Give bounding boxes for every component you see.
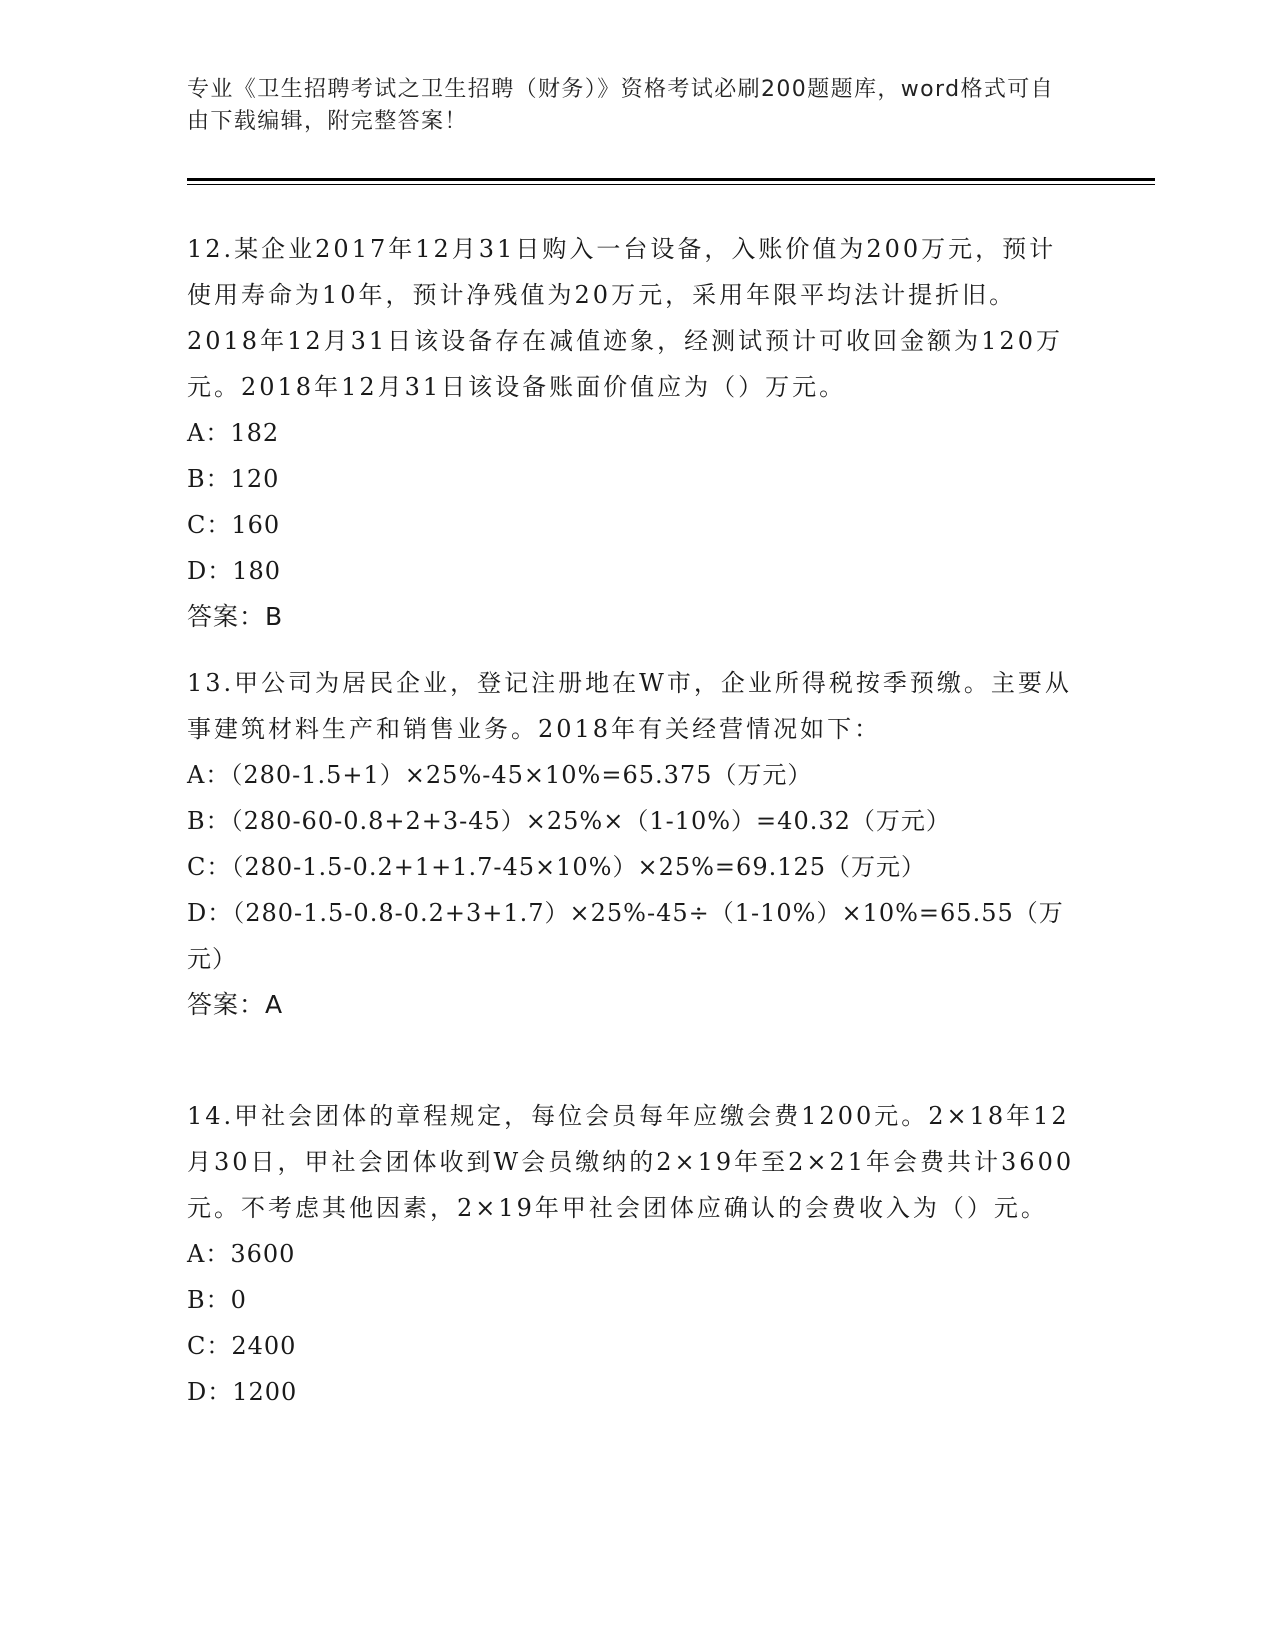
option-a: A：（280-1.5+1）×25%-45×10%=65.375（万元） <box>187 761 813 789</box>
question-stem: 14.甲社会团体的章程规定，每位会员每年应缴会费1200元。2×18年12月30日，甲社会团体收到W会员缴纳的2×19年至2×21年会费共计3600元。不考虑其他因素，2×19年甲社会团体应确认的会费收入为（）元。 <box>187 1102 1075 1222</box>
option-d: D：（280-1.5-0.8-0.2+3+1.7）×25%-45÷（1-10%）×10%=65.55（万元） <box>187 899 1064 973</box>
question-14 <box>187 1093 1077 1415</box>
answer-label: 答案：B <box>187 602 284 631</box>
document-header <box>187 74 1067 138</box>
header-rule-thin <box>187 184 1155 185</box>
option-a: A：3600 <box>187 1240 296 1268</box>
question-12 <box>187 226 1077 640</box>
question-stem: 13.甲公司为居民企业，登记注册地在W市，企业所得税按季预缴。主要从事建筑材料生产和销售业务。2018年有关经营情况如下： <box>187 669 1072 743</box>
question-13 <box>187 660 1077 1028</box>
option-c: C：2400 <box>187 1332 297 1360</box>
question-stem: 12.某企业2017年12月31日购入一台设备，入账价值为200万元，预计使用寿命为10年，预计净残值为20万元，采用年限平均法计提折旧。2018年12月31日该设备存在减值迹象，经测试预计可收回金额为120万元。2018年12月31日该设备账面价值应为（）万元。 <box>187 235 1063 401</box>
option-d: D：180 <box>187 557 282 585</box>
option-b: B：0 <box>187 1286 247 1314</box>
option-a: A：182 <box>187 419 280 447</box>
option-b: B：（280-60-0.8+2+3-45）×25%×（1-10%）=40.32（万元） <box>187 807 951 835</box>
option-b: B：120 <box>187 465 280 493</box>
header-text: 专业《卫生招聘考试之卫生招聘（财务）》资格考试必刷200题题库，word格式可自由下载编辑，附完整答案！ <box>187 77 1055 134</box>
option-d: D：1200 <box>187 1378 298 1406</box>
answer-label: 答案：A <box>187 990 284 1019</box>
option-c: C：160 <box>187 511 281 539</box>
option-c: C：（280-1.5-0.2+1+1.7-45×10%）×25%=69.125（万元） <box>187 853 927 881</box>
header-rule-thick <box>187 178 1155 181</box>
